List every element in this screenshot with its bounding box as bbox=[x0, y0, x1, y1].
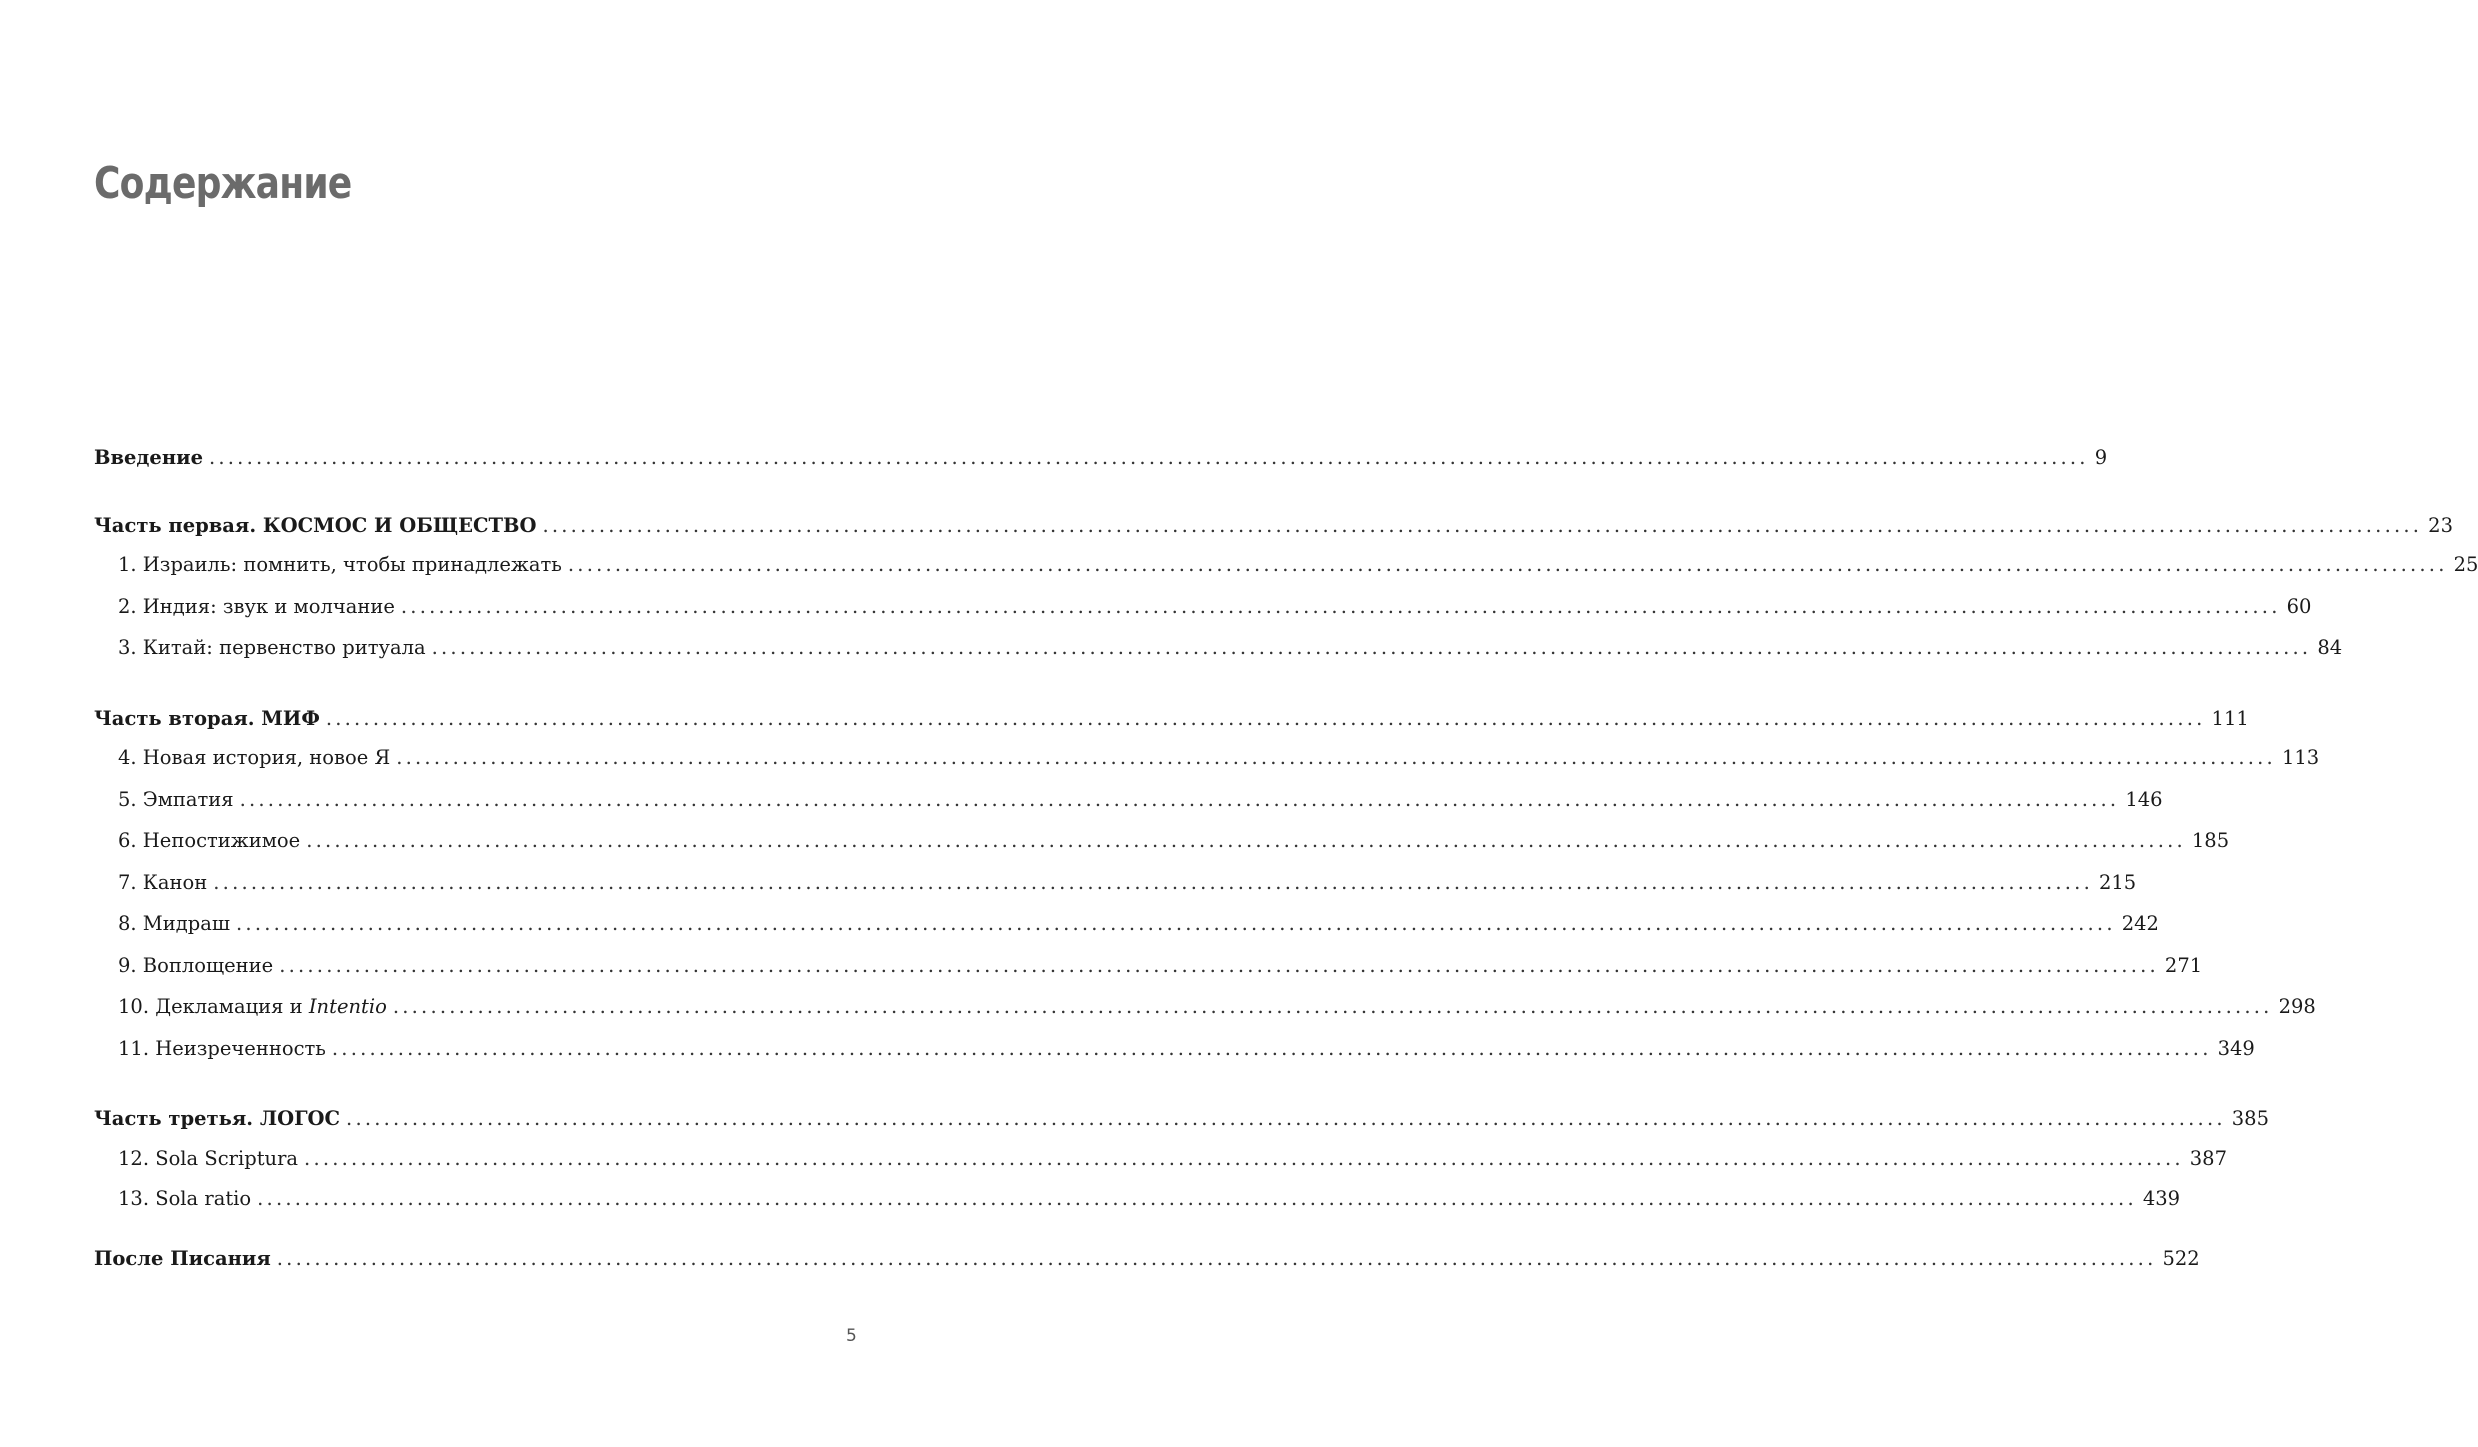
toc-leader-dots: ........................................................................................................................................................................................................ bbox=[257, 1187, 2137, 1210]
toc-entry-part-one bbox=[94, 512, 2453, 540]
page-number: 5 bbox=[846, 1326, 857, 1346]
toc-entry-label: 7. Канон bbox=[118, 871, 208, 894]
toc-leader-dots: ........................................................................................................................................................................................................ bbox=[542, 514, 2423, 537]
toc-entry-label: Часть вторая. МИФ bbox=[94, 707, 320, 730]
toc-entry-label: Часть первая. КОСМОС И ОБЩЕСТВО bbox=[94, 514, 537, 537]
toc-entry-label: 3. Китай: первенство ритуала bbox=[118, 636, 426, 659]
toc-entry-label: 8. Мидраш bbox=[118, 912, 231, 935]
toc-entry-label: После Писания bbox=[94, 1247, 271, 1270]
toc-entry-after-scripture bbox=[94, 1245, 2200, 1273]
toc-leader-dots: ........................................................................................................................................................................................................ bbox=[208, 446, 2089, 469]
toc-entry-page: 146 bbox=[2125, 788, 2163, 811]
toc-entry-page: 23 bbox=[2428, 514, 2453, 537]
toc-entry-label: 1. Израиль: помнить, чтобы принадлежать bbox=[118, 553, 562, 576]
toc-entry-chapter-7 bbox=[118, 869, 2137, 897]
toc-leader-dots: ........................................................................................................................................................................................................ bbox=[325, 707, 2206, 730]
toc-leader-dots: ........................................................................................................................................................................................................ bbox=[431, 636, 2312, 659]
toc-entry-page: 439 bbox=[2142, 1187, 2181, 1210]
toc-entry-label: Часть третья. ЛОГОС bbox=[94, 1107, 341, 1130]
toc-entry-page: 9 bbox=[2094, 446, 2108, 469]
toc-entry-label: 11. Неизреченность bbox=[118, 1037, 326, 1060]
toc-entry-label: 2. Индия: звук и молчание bbox=[118, 595, 395, 618]
toc-leader-dots: ........................................................................................................................................................................................................ bbox=[276, 1247, 2157, 1270]
toc-leader-dots: ........................................................................................................................................................................................................ bbox=[396, 746, 2276, 769]
page-title: Содержание bbox=[94, 158, 352, 209]
toc-entry-label: 13. Sola ratio bbox=[118, 1187, 252, 1210]
toc-entry-chapter-10 bbox=[118, 993, 2316, 1021]
toc-entry-introduction bbox=[94, 444, 2108, 472]
toc-entry-chapter-6 bbox=[118, 827, 2230, 855]
toc-entry-chapter-12 bbox=[118, 1145, 2227, 1173]
toc-entry-page: 60 bbox=[2286, 595, 2312, 618]
toc-leader-dots: ........................................................................................................................................................................................................ bbox=[346, 1107, 2226, 1130]
toc-leader-dots: ........................................................................................................................................................................................................ bbox=[400, 595, 2281, 618]
toc-entry-chapter-4 bbox=[118, 744, 2320, 772]
toc-entry-part-two bbox=[94, 705, 2249, 733]
toc-entry-chapter-5 bbox=[118, 786, 2163, 814]
toc-entry-label: 5. Эмпатия bbox=[118, 788, 234, 811]
toc-entry-page: 522 bbox=[2162, 1247, 2200, 1270]
toc-entry-label: 9. Воплощение bbox=[118, 954, 274, 977]
toc-leader-dots: ........................................................................................................................................................................................................ bbox=[392, 995, 2273, 1018]
toc-entry-page: 25 bbox=[2453, 553, 2478, 576]
toc-entry-chapter-3 bbox=[118, 634, 2343, 662]
toc-entry-label-text: 10. Декламация и bbox=[118, 995, 309, 1018]
toc-entry-label: 4. Новая история, новое Я bbox=[118, 746, 391, 769]
toc-leader-dots: ........................................................................................................................................................................................................ bbox=[279, 954, 2159, 977]
toc-entry-label: Введение bbox=[94, 446, 203, 469]
toc-entry-page: 185 bbox=[2191, 829, 2230, 852]
toc-entry-part-three bbox=[94, 1105, 2269, 1133]
toc-entry-page: 111 bbox=[2211, 707, 2249, 730]
toc-entry-chapter-8 bbox=[118, 910, 2159, 938]
toc-leader-dots: ........................................................................................................................................................................................................ bbox=[306, 829, 2186, 852]
toc-entry-page: 84 bbox=[2317, 636, 2343, 659]
toc-entry-page: 215 bbox=[2098, 871, 2137, 894]
toc-leader-dots: ........................................................................................................................................................................................................ bbox=[236, 912, 2116, 935]
toc-entry-chapter-13 bbox=[118, 1185, 2181, 1213]
toc-entry-chapter-11 bbox=[118, 1035, 2255, 1063]
toc-entry-page: 113 bbox=[2281, 746, 2320, 769]
toc-entry-chapter-9 bbox=[118, 952, 2203, 980]
toc-entry-page: 271 bbox=[2164, 954, 2203, 977]
toc-entry-page: 298 bbox=[2278, 995, 2316, 1018]
table-of-contents bbox=[94, 0, 2478, 1447]
toc-entry-page: 242 bbox=[2121, 912, 2159, 935]
toc-entry-label: 12. Sola Scriptura bbox=[118, 1147, 299, 1170]
toc-leader-dots: ........................................................................................................................................................................................................ bbox=[567, 553, 2448, 576]
toc-entry-chapter-1 bbox=[118, 551, 2478, 579]
toc-entry-page: 349 bbox=[2217, 1037, 2255, 1060]
toc-entry-page: 387 bbox=[2189, 1147, 2227, 1170]
toc-leader-dots: ........................................................................................................................................................................................................ bbox=[213, 871, 2093, 894]
toc-leader-dots: ........................................................................................................................................................................................................ bbox=[331, 1037, 2212, 1060]
toc-entry-label-italic: Intentio bbox=[308, 995, 387, 1018]
toc-entry-page: 385 bbox=[2231, 1107, 2269, 1130]
toc-entry-label: 6. Непостижимое bbox=[118, 829, 301, 852]
toc-leader-dots: ........................................................................................................................................................................................................ bbox=[304, 1147, 2184, 1170]
toc-leader-dots: ........................................................................................................................................................................................................ bbox=[239, 788, 2120, 811]
toc-entry-label bbox=[118, 993, 387, 1021]
toc-entry-chapter-2 bbox=[118, 593, 2312, 621]
